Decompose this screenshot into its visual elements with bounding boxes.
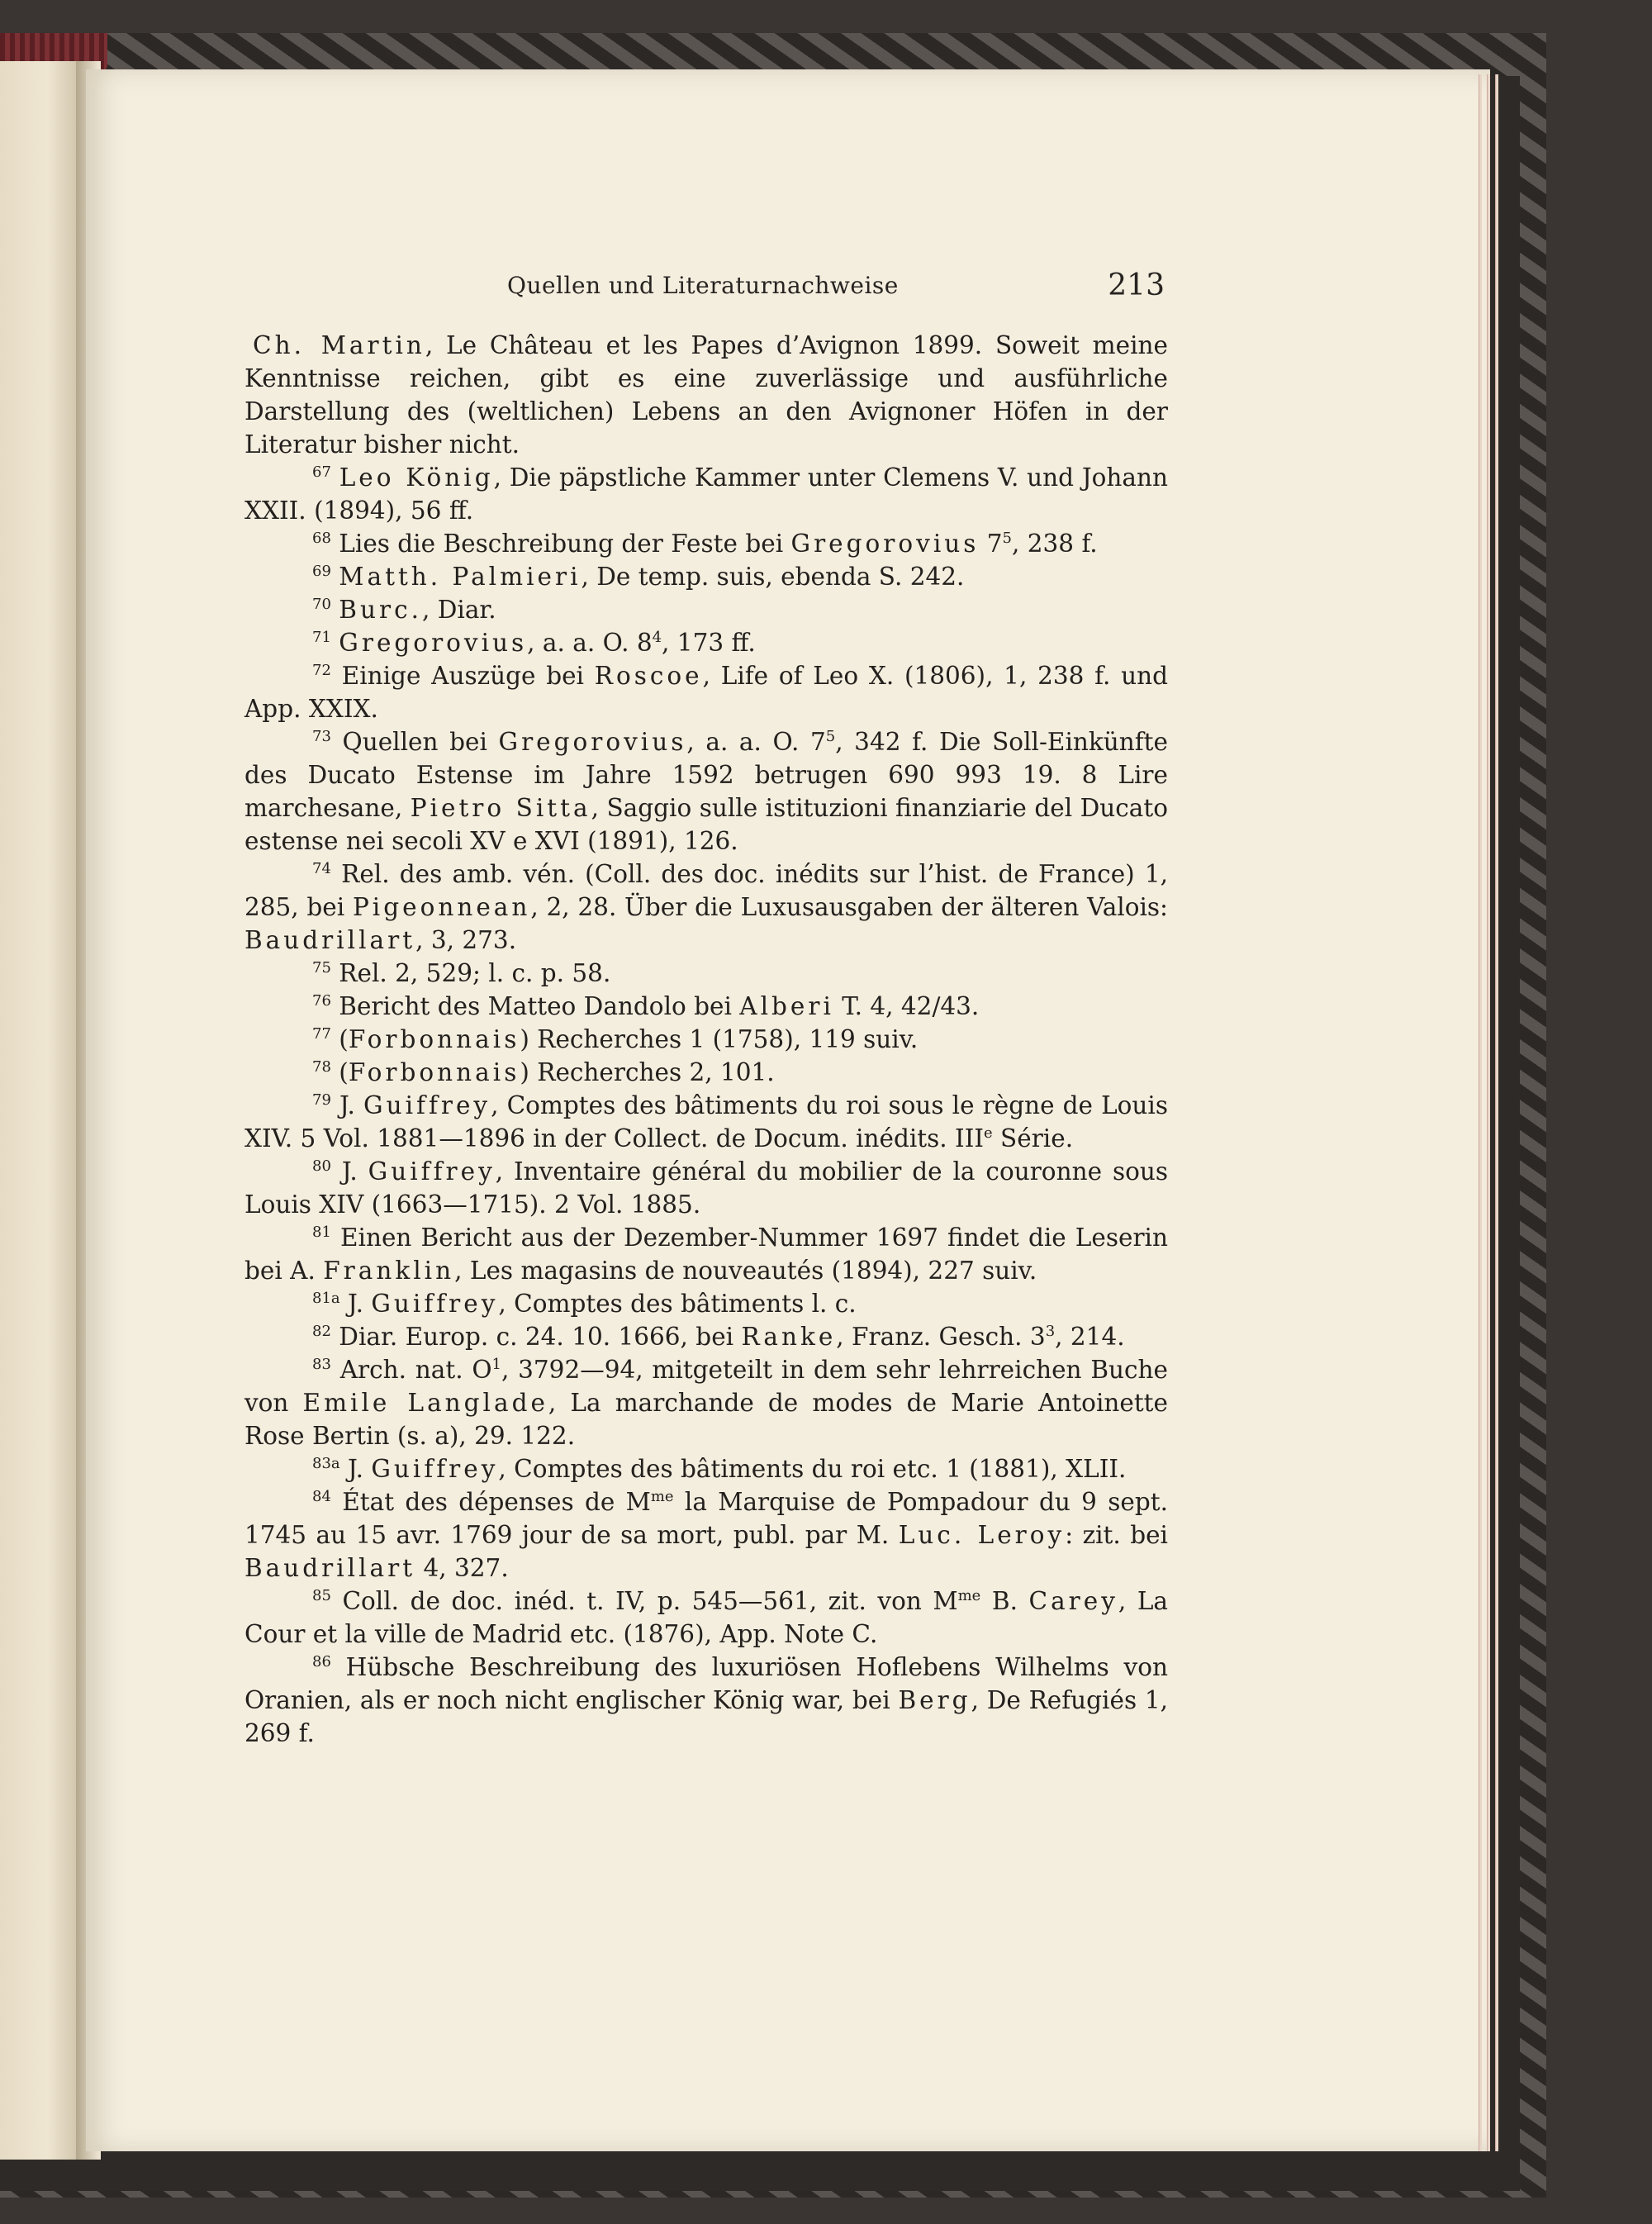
footnote <box>244 1089 1168 1155</box>
text-run: J. <box>339 1091 364 1119</box>
author-name: Guiffrey <box>368 1157 496 1186</box>
text-run: Lies die Beschreibung der Feste bei <box>339 530 791 558</box>
footnote <box>244 1023 1168 1056</box>
footnote <box>244 461 1168 527</box>
text-run: , 342 f. Die Soll-Einkünfte des Ducato Estense im Jahre 1592 betrugen 690 993 19. 8 Lire marchesane, <box>244 728 1168 822</box>
footnote <box>244 329 1168 461</box>
text-run: , Comptes des bâtiments l. c. <box>498 1290 857 1318</box>
text-run: , Saggio sulle istituzioni finanziarie del Ducato estense nei secoli XV e XVI (1891), 126. <box>244 794 1168 855</box>
text-run: B. <box>980 1587 1029 1615</box>
page-header <box>248 268 1165 308</box>
text-run: Série. <box>992 1124 1074 1152</box>
running-head: Quellen und Literaturnachweise <box>507 272 899 299</box>
text-run: ) Recherches 1 (1758), 119 suiv. <box>520 1025 919 1053</box>
text-run: , Le Château et les Papes d’Avignon 1899. Soweit meine Kenntnisse reichen, gibt es eine zuverlässige und ausführliche Darstellung des (weltlichen) Lebens an den Avignoner Höfen in der Literatur bisher nicht. <box>244 331 1168 459</box>
left-page-edge <box>0 61 86 2160</box>
text-run: : zit. bei <box>1065 1521 1168 1549</box>
footnote <box>244 1221 1168 1287</box>
text-run: , De Refugiés 1, 269 f. <box>244 1686 1168 1747</box>
author-name: Gregorovius <box>790 530 980 558</box>
footnote-number: 68 <box>312 530 331 548</box>
text-run: Einige Auszüge bei <box>341 662 595 690</box>
author-name: Luc. Leroy <box>898 1521 1066 1549</box>
text-run: Coll. de doc. inéd. t. IV, p. 545—561, zit. von M <box>342 1587 958 1615</box>
superscript: 5 <box>825 728 836 746</box>
footnote <box>244 1452 1168 1485</box>
text-run: J. <box>348 1455 372 1483</box>
author-name: Carey <box>1028 1587 1118 1615</box>
author-name: Baudrillart <box>244 1554 416 1582</box>
author-name: Forbonnais <box>348 1025 520 1053</box>
text-run: , Les magasins de nouveautés (1894), 227 suiv. <box>454 1257 1037 1285</box>
text-run: Diar. Europ. c. 24. 10. 1666, bei <box>339 1323 742 1351</box>
footnote-number: 83a <box>312 1455 340 1473</box>
superscript: me <box>957 1587 981 1605</box>
author-name: Pigeonnean <box>352 893 531 921</box>
footnote <box>244 1353 1168 1452</box>
text-run: , La Cour et la ville de Madrid etc. (1876), App. Note C. <box>244 1587 1169 1648</box>
footnote-number: 75 <box>312 959 331 977</box>
text-run: ( <box>339 1025 349 1053</box>
author-name: Gregorovius <box>498 728 687 756</box>
footnote <box>244 593 1168 626</box>
text-run: Rel. des amb. vén. (Coll. des doc. inédits sur l’hist. de France) 1, 285, bei <box>244 860 1168 921</box>
text-run: , 3792—94, mitgeteilt in dem sehr lehrreichen Buche von <box>244 1356 1168 1417</box>
footnote-number: 79 <box>312 1091 331 1110</box>
text-run: 7 <box>979 530 1003 558</box>
footnote <box>244 1651 1168 1750</box>
footnote <box>244 659 1168 725</box>
footnote-number: 70 <box>312 596 331 614</box>
footnote-number: 80 <box>312 1157 331 1176</box>
footnote-number: 69 <box>312 563 331 581</box>
author-name: Guiffrey <box>363 1091 491 1119</box>
author-name: Berg <box>898 1686 971 1714</box>
text-run: , De temp. suis, ebenda S. 242. <box>581 563 965 591</box>
page-edge-line <box>1487 74 1490 2151</box>
text-run: , Comptes des bâtiments du roi sous le règne de Louis XIV. 5 Vol. 1881—1896 in der Collect. de Docum. inédits. III <box>244 1091 1169 1152</box>
footnote-number: 76 <box>312 992 331 1010</box>
text-run: ( <box>339 1058 349 1086</box>
text-run: Einen Bericht aus der Dezember-Nummer 1697 findet die Leserin bei A. <box>244 1224 1168 1285</box>
text-run: , Die päpstliche Kammer unter Clemens V. und Johann XXII. (1894), 56 ff. <box>244 463 1169 525</box>
text-run: ) Recherches 2, 101. <box>520 1058 775 1086</box>
text-run: J. <box>341 1157 368 1186</box>
footnote <box>244 1287 1168 1320</box>
footnote-number: 81 <box>312 1224 331 1242</box>
footnote <box>244 858 1168 957</box>
footnote-number: 74 <box>312 860 331 878</box>
author-name: Baudrillart <box>244 926 416 954</box>
footnote-number: 72 <box>312 662 331 680</box>
footnote <box>244 626 1168 659</box>
text-run: , Inventaire général du mobilier de la couronne sous Louis XIV (1663—1715). 2 Vol. 1885. <box>244 1157 1168 1219</box>
superscript: e <box>984 1124 993 1143</box>
author-name: Guiffrey <box>371 1455 499 1483</box>
text-run: Rel. 2, 529; l. c. p. 58. <box>339 959 611 987</box>
author-name: Ch. Martin <box>253 331 425 359</box>
footnote <box>244 725 1168 858</box>
footnote-number: 83 <box>312 1356 331 1374</box>
author-name: Forbonnais <box>348 1058 520 1086</box>
text-run: Bericht des Matteo Dandolo bei <box>339 992 740 1020</box>
footnote <box>244 527 1168 560</box>
footnote-number: 67 <box>312 463 331 482</box>
text-run: , Diar. <box>421 596 496 624</box>
author-name: Ranke <box>741 1323 837 1351</box>
text-run: Arch. nat. O <box>339 1356 492 1384</box>
footnote-number: 84 <box>312 1488 331 1506</box>
author-name: Gregorovius <box>339 629 528 657</box>
text-run: , 2, 28. Über die Luxusausgaben der älteren Valois: <box>530 893 1168 921</box>
superscript: me <box>650 1488 674 1506</box>
footnote-number: 78 <box>312 1058 331 1076</box>
author-name: Burc. <box>339 596 422 624</box>
footnote <box>244 957 1168 990</box>
footnote-number: 85 <box>312 1587 331 1605</box>
superscript: 3 <box>1045 1323 1056 1341</box>
footnote-number: 82 <box>312 1323 331 1341</box>
text-run: , Comptes des bâtiments du roi etc. 1 (1881), XLII. <box>498 1455 1127 1483</box>
superscript: 1 <box>491 1356 501 1374</box>
author-name: Alberi <box>739 992 834 1020</box>
text-run: Quellen bei <box>342 728 499 756</box>
text-run: , 214. <box>1055 1323 1125 1351</box>
text-run: , Franz. Gesch. 3 <box>836 1323 1046 1351</box>
text-run: la Marquise de Pompadour du 9 sept. 1745 au 15 avr. 1769 jour de sa mort, publ. par M. <box>244 1488 1168 1549</box>
footnote <box>244 1056 1168 1089</box>
footnote-number: 73 <box>312 728 331 746</box>
footnote-number: 71 <box>312 629 331 647</box>
text-run: J. <box>348 1290 372 1318</box>
footnote <box>244 1320 1168 1353</box>
footnote-number: 81a <box>312 1290 340 1308</box>
author-name: Franklin <box>323 1257 455 1285</box>
text-run: État des dépenses de M <box>342 1488 651 1516</box>
text-run: , a. a. O. 7 <box>686 728 826 756</box>
text-run: , 3, 273. <box>415 926 517 954</box>
author-name: Leo König <box>339 463 494 492</box>
footnote <box>244 1485 1168 1585</box>
text-run: T. 4, 42/43. <box>833 992 980 1020</box>
footnote-number: 86 <box>312 1653 331 1671</box>
footnotes-text <box>244 329 1168 1750</box>
footnote <box>244 990 1168 1023</box>
author-name: Pietro Sitta <box>410 794 591 822</box>
footnote <box>244 1585 1168 1651</box>
text-run: 4, 327. <box>415 1554 509 1582</box>
footnote <box>244 560 1168 593</box>
superscript: 5 <box>1002 530 1012 548</box>
footnote-number: 77 <box>312 1025 331 1043</box>
text-run: , 238 f. <box>1012 530 1098 558</box>
author-name: Emile Langlade <box>302 1389 548 1417</box>
author-name: Matth. Palmieri <box>339 563 582 591</box>
page-number: 213 <box>1108 268 1165 302</box>
footnote <box>244 1155 1168 1221</box>
text-run: , Life of Leo X. (1806), 1, 238 f. und App. XXIX. <box>244 662 1168 723</box>
text-run: , La marchande de modes de Marie Antoinette Rose Bertin (s. a), 29. 122. <box>244 1389 1168 1450</box>
text-run: Hübsche Beschreibung des luxuriösen Hoflebens Wilhelms von Oranien, als er noch nicht englischer König war, bei <box>244 1653 1168 1714</box>
author-name: Guiffrey <box>371 1290 499 1318</box>
page-edge-line <box>1479 74 1482 2151</box>
page-edge-line <box>1495 74 1498 2151</box>
author-name: Roscoe <box>594 662 703 690</box>
superscript: 4 <box>652 629 662 647</box>
text-run: , 173 ff. <box>662 629 756 657</box>
text-run: , a. a. O. 8 <box>527 629 653 657</box>
